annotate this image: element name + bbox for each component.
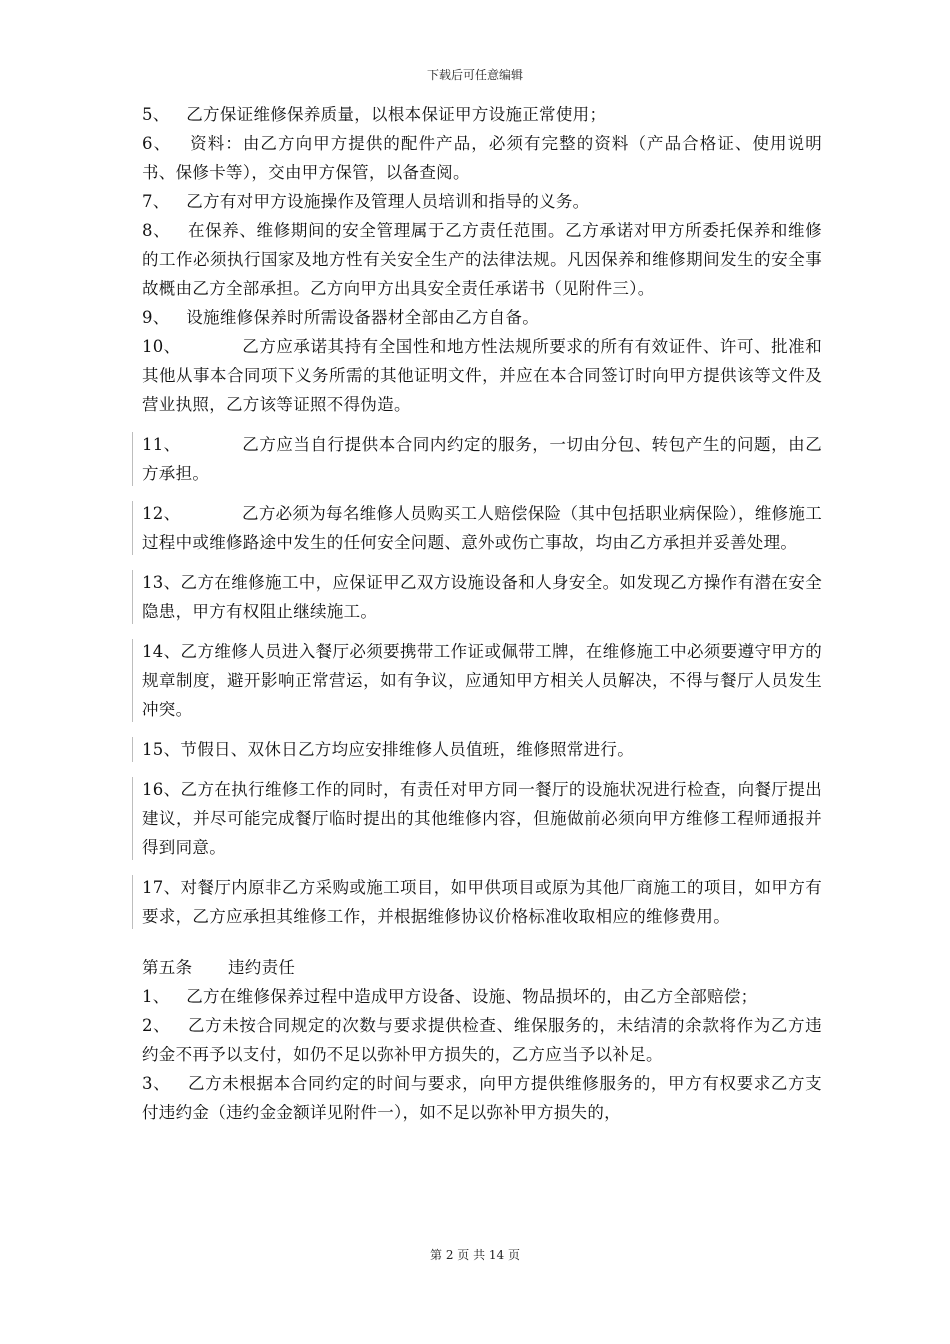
clause-16: 16、乙方在执行维修工作的同时，有责任对甲方同一餐厅的设施状况进行检查，向餐厅提出建议，并尽可能完成餐厅临时提出的其他维修内容，但施做前必须向甲方维修工程师通报并得到同意。 bbox=[142, 775, 822, 862]
clause-7: 7、 乙方有对甲方设施操作及管理人员培训和指导的义务。 bbox=[142, 192, 590, 211]
section-heading: 第五条 违约责任 bbox=[142, 958, 296, 977]
clause-11: 11、 乙方应当自行提供本合同内约定的服务，一切由分包、转包产生的问题，由乙方承担。 bbox=[142, 430, 822, 488]
clause-15: 15、节假日、双休日乙方均应安排维修人员值班，维修照常进行。 bbox=[142, 735, 822, 764]
spacer bbox=[142, 931, 822, 953]
clause-17: 17、对餐厅内原非乙方采购或施工项目，如甲供项目或原为其他厂商施工的项目，如甲方有要求，乙方应承担其维修工作，并根据维修协议价格标准收取相应的维修费用。 bbox=[142, 873, 822, 931]
clause-14: 14、乙方维修人员进入餐厅必须要携带工作证或佩带工牌，在维修施工中必须要遵守甲方的规章制度，避开影响正常营运，如有争议，应通知甲方相关人员解决，不得与餐厅人员发生冲突。 bbox=[142, 637, 822, 724]
clause-8: 8、 在保养、维修期间的安全管理属于乙方责任范围。乙方承诺对甲方所委托保养和维修的工作必须执行国家及地方性有关安全生产的法律法规。凡因保养和维修期间发生的安全事故概由乙方全部承担。乙方向甲方出具安全责任承诺书（见附件三）。 bbox=[142, 221, 822, 298]
breach-clause-1: 1、 乙方在维修保养过程中造成甲方设备、设施、物品损坏的，由乙方全部赔偿； bbox=[142, 987, 758, 1006]
clause-13: 13、乙方在维修施工中，应保证甲乙双方设施设备和人身安全。如发现乙方操作有潜在安全隐患，甲方有权阻止继续施工。 bbox=[142, 568, 822, 626]
page-footer: 第 2 页 共 14 页 bbox=[430, 1248, 520, 1262]
breach-clause-2: 2、 乙方未按合同规定的次数与要求提供检查、维保服务的，未结清的余款将作为乙方违约金不再予以支付，如仍不足以弥补甲方损失的，乙方应当予以补足。 bbox=[142, 1016, 822, 1064]
clause-9: 9、 设施维修保养时所需设备器材全部由乙方自备。 bbox=[142, 308, 540, 327]
clause-6: 6、 资料：由乙方向甲方提供的配件产品，必须有完整的资料（产品合格证、使用说明书、保修卡等），交由甲方保管，以备查阅。 bbox=[142, 134, 822, 182]
clause-10: 10、 乙方应承诺其持有全国性和地方性法规所要求的所有有效证件、许可、批准和其他从事本合同项下义务所需的其他证明文件，并应在本合同签订时向甲方提供该等文件及营业执照，乙方该等证照不得伪造。 bbox=[142, 337, 822, 414]
clause-5: 5、 乙方保证维修保养质量，以根本保证甲方设施正常使用； bbox=[142, 105, 607, 124]
breach-clause-3: 3、 乙方未根据本合同约定的时间与要求，向甲方提供维修服务的，甲方有权要求乙方支付违约金（违约金金额详见附件一），如不足以弥补甲方损失的， bbox=[142, 1074, 822, 1122]
page-header: 下载后可任意编辑 bbox=[426, 68, 523, 82]
document-body bbox=[142, 100, 822, 1127]
clause-12: 12、 乙方必须为每名维修人员购买工人赔偿保险（其中包括职业病保险），维修施工过程中或维修路途中发生的任何安全问题、意外或伤亡事故，均由乙方承担并妥善处理。 bbox=[142, 499, 822, 557]
